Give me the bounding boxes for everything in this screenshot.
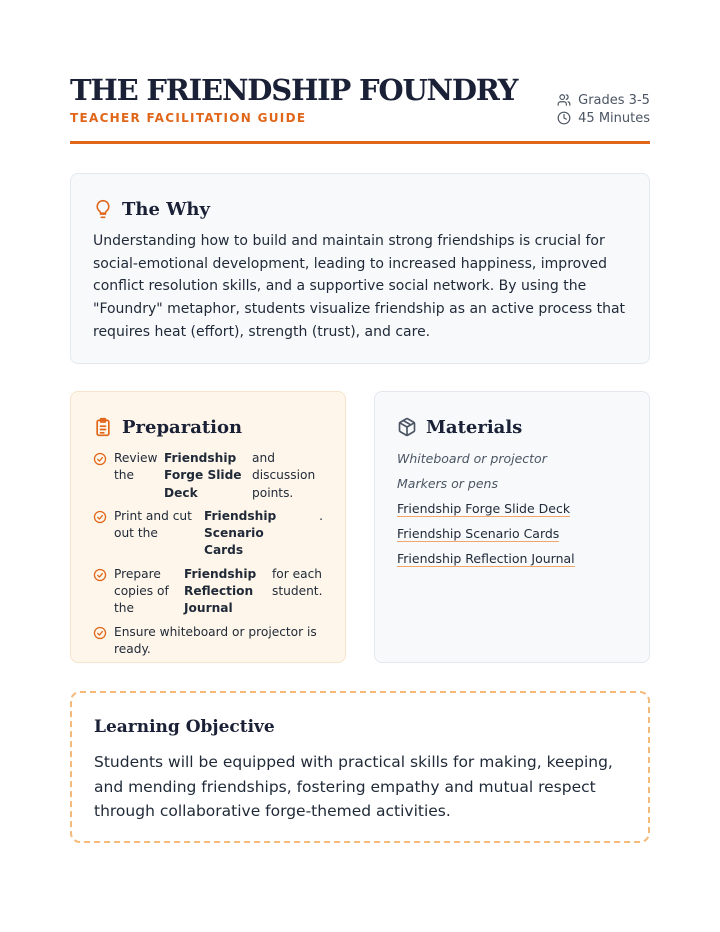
page-header — [70, 72, 650, 144]
material-link[interactable]: Friendship Reflection Journal — [397, 551, 575, 566]
why-card — [70, 173, 650, 364]
objective-title: Learning Objective — [94, 717, 275, 737]
list-item — [93, 450, 323, 502]
prep-text: . — [319, 508, 323, 523]
learning-objective-card — [70, 691, 650, 843]
list-item — [93, 508, 323, 560]
clipboard-list-icon — [93, 417, 113, 437]
materials-heading — [397, 414, 627, 440]
material-item: Whiteboard or projector — [397, 451, 547, 466]
clock-icon — [557, 111, 571, 125]
material-item — [397, 525, 627, 543]
prep-text: Prepare copies of the — [114, 566, 169, 616]
prep-text: for each student. — [272, 566, 323, 599]
lightbulb-icon — [93, 199, 113, 219]
why-title: The Why — [122, 198, 210, 220]
prep-bold-text: Friendship Forge Slide Deck — [164, 451, 242, 500]
list-item — [93, 624, 323, 659]
objective-text: Students will be equipped with practical skills for making, keeping, and mending friendships, fostering empathy and mutual respect through collaborative forge-themed activities. — [94, 753, 613, 820]
material-item: Markers or pens — [397, 476, 498, 491]
preparation-card — [70, 391, 346, 663]
preparation-list — [93, 450, 323, 658]
material-link[interactable]: Friendship Scenario Cards — [397, 526, 560, 541]
prep-text: and discussion points. — [252, 451, 316, 500]
preparation-title: Preparation — [122, 416, 243, 438]
grades-label: Grades 3-5 — [578, 92, 650, 108]
prep-text: Ensure whiteboard or projector is ready. — [114, 624, 317, 656]
header-divider — [70, 141, 650, 144]
duration-label: 45 Minutes — [578, 110, 650, 126]
material-link[interactable]: Friendship Forge Slide Deck — [397, 501, 571, 516]
grades-row — [557, 91, 650, 109]
why-text: Understanding how to build and maintain strong friendships is crucial for social-emotional development, leading to increased happiness, improved conflict resolution skills, and a supportive social network. By using the "Foundry" metaphor, students visualize friendship as an active process that requires heat (effort), strength (trust), and care. — [93, 233, 626, 340]
material-item — [397, 550, 627, 568]
lesson-meta — [557, 91, 650, 127]
material-item — [397, 500, 627, 518]
prep-bold-text: Friendship Scenario Cards — [204, 508, 277, 558]
materials-title: Materials — [426, 416, 523, 438]
check-circle-icon — [93, 510, 107, 524]
materials-list — [397, 450, 627, 568]
check-circle-icon — [93, 452, 107, 466]
prep-text: Print and cut out the — [114, 508, 192, 541]
check-circle-icon — [93, 626, 107, 640]
check-circle-icon — [93, 568, 107, 582]
duration-row — [557, 109, 650, 127]
package-icon — [397, 417, 417, 437]
page-subtitle: TEACHER FACILITATION GUIDE — [70, 111, 307, 125]
prep-text: Review the — [114, 451, 158, 483]
list-item — [93, 566, 323, 618]
materials-card — [374, 391, 650, 663]
users-icon — [557, 93, 571, 107]
prep-bold-text: Friendship Reflection Journal — [184, 566, 257, 616]
why-heading — [93, 196, 627, 222]
page-title: THE FRIENDSHIP FOUNDRY — [70, 73, 518, 107]
preparation-heading — [93, 414, 323, 440]
